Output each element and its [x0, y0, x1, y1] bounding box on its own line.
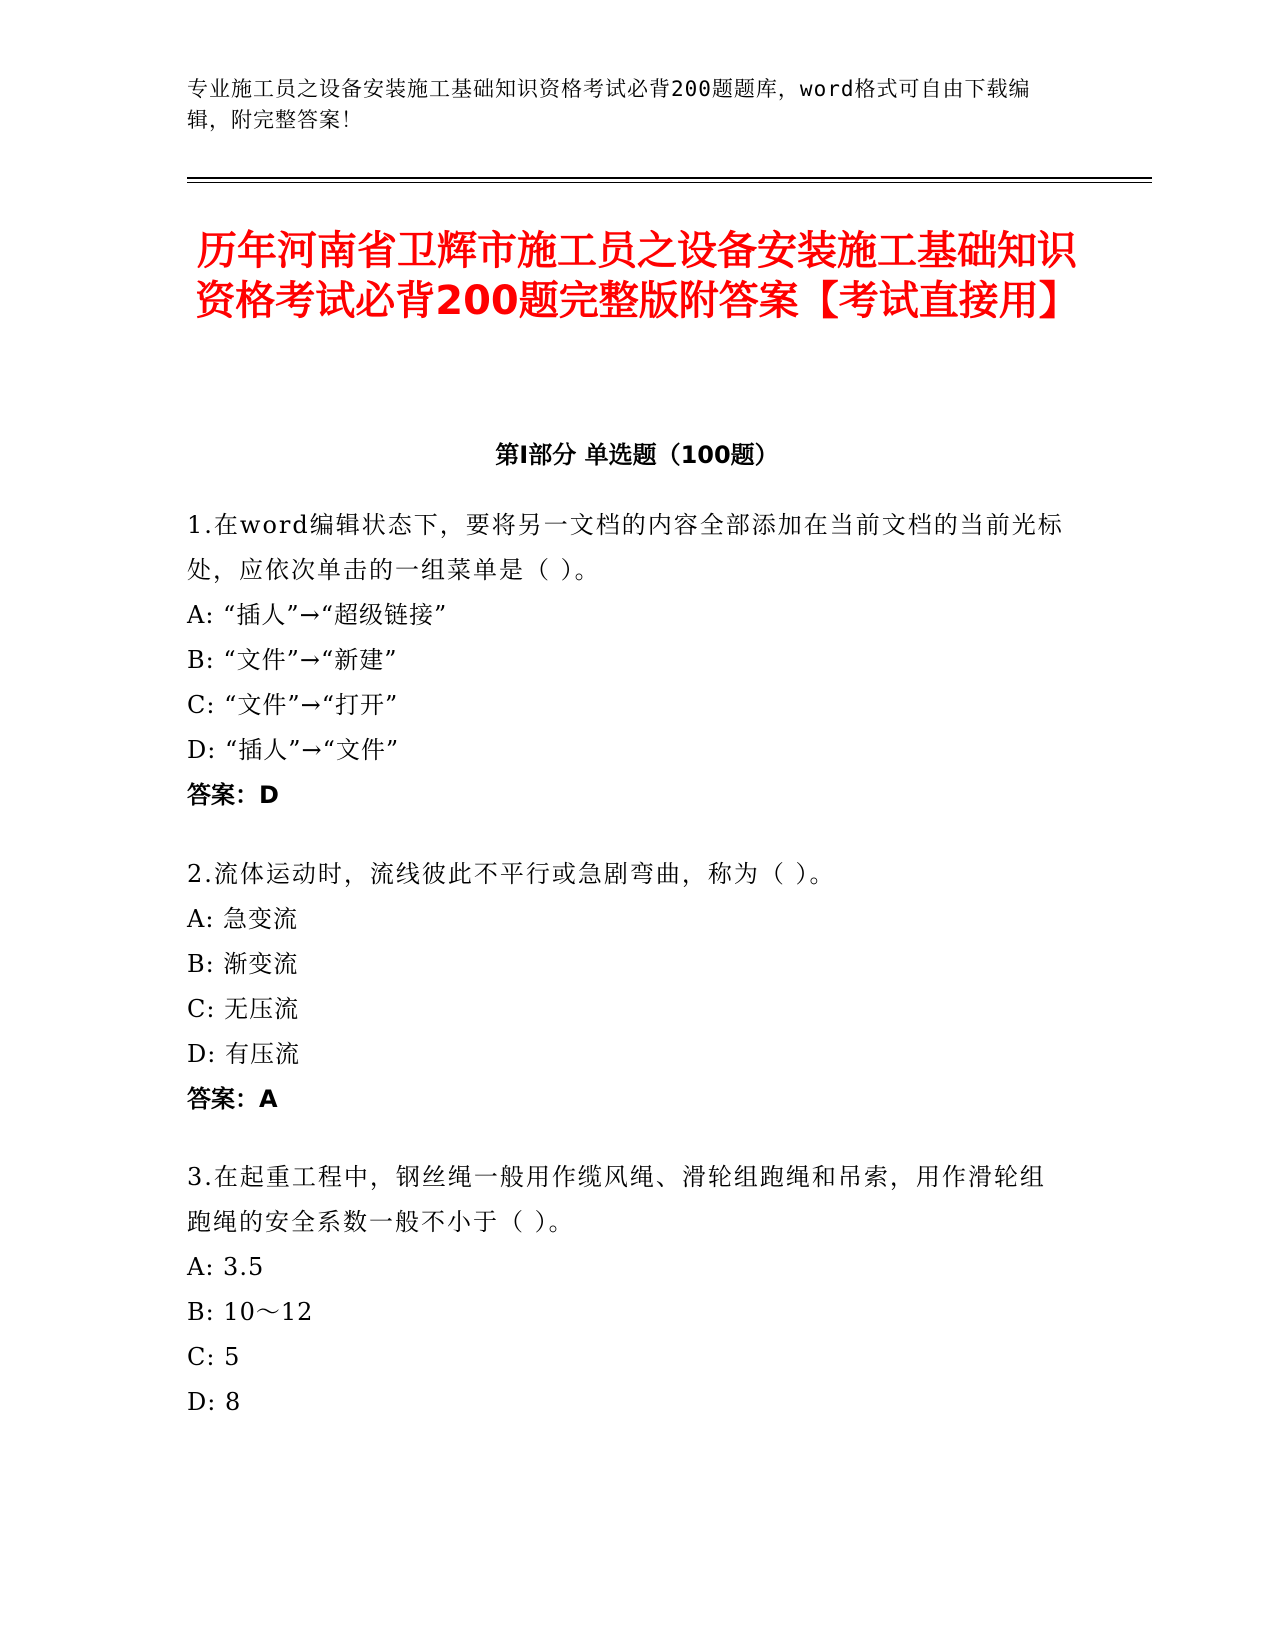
question-3: [187, 1155, 1067, 1425]
option-b: B: 10～12: [187, 1298, 314, 1326]
option-b: B: “文件”→“新建”: [187, 646, 398, 674]
section-heading: 第Ⅰ部分 单选题（100题）: [495, 441, 779, 469]
question-text: 3.在起重工程中，钢丝绳一般用作缆风绳、滑轮组跑绳和吊索，用作滑轮组跑绳的安全系数一般不小于（ ）。: [187, 1163, 1046, 1236]
option-d: D: 有压流: [187, 1040, 300, 1068]
question-1: [187, 503, 1067, 818]
option-b: B: 渐变流: [187, 950, 299, 978]
document-title: 历年河南省卫辉市施工员之设备安装施工基础知识资格考试必背200题完整版附答案【考试直接用】: [195, 228, 1079, 324]
question-text: 2.流体运动时，流线彼此不平行或急剧弯曲，称为（ ）。: [187, 860, 836, 888]
option-a: A: “插人”→“超级链接”: [187, 601, 448, 629]
question-2: [187, 852, 1067, 1122]
option-c: C: 无压流: [187, 995, 300, 1023]
option-d: D: 8: [187, 1388, 242, 1416]
header-divider-thin: [187, 182, 1152, 183]
option-a: A: 急变流: [187, 905, 299, 933]
answer: 答案：A: [187, 1085, 278, 1113]
answer: 答案：D: [187, 781, 279, 809]
header-note: 专业施工员之设备安装施工基础知识资格考试必背200题题库，word格式可自由下载编辑，附完整答案！: [187, 77, 1031, 132]
question-text: 1.在word编辑状态下，要将另一文档的内容全部添加在当前文档的当前光标处，应依次单击的一组菜单是（ ）。: [187, 511, 1064, 584]
option-c: C: “文件”→“打开”: [187, 691, 399, 719]
header-divider: [187, 177, 1152, 179]
option-a: A: 3.5: [187, 1253, 265, 1281]
option-c: C: 5: [187, 1343, 241, 1371]
option-d: D: “插人”→“文件”: [187, 736, 400, 764]
